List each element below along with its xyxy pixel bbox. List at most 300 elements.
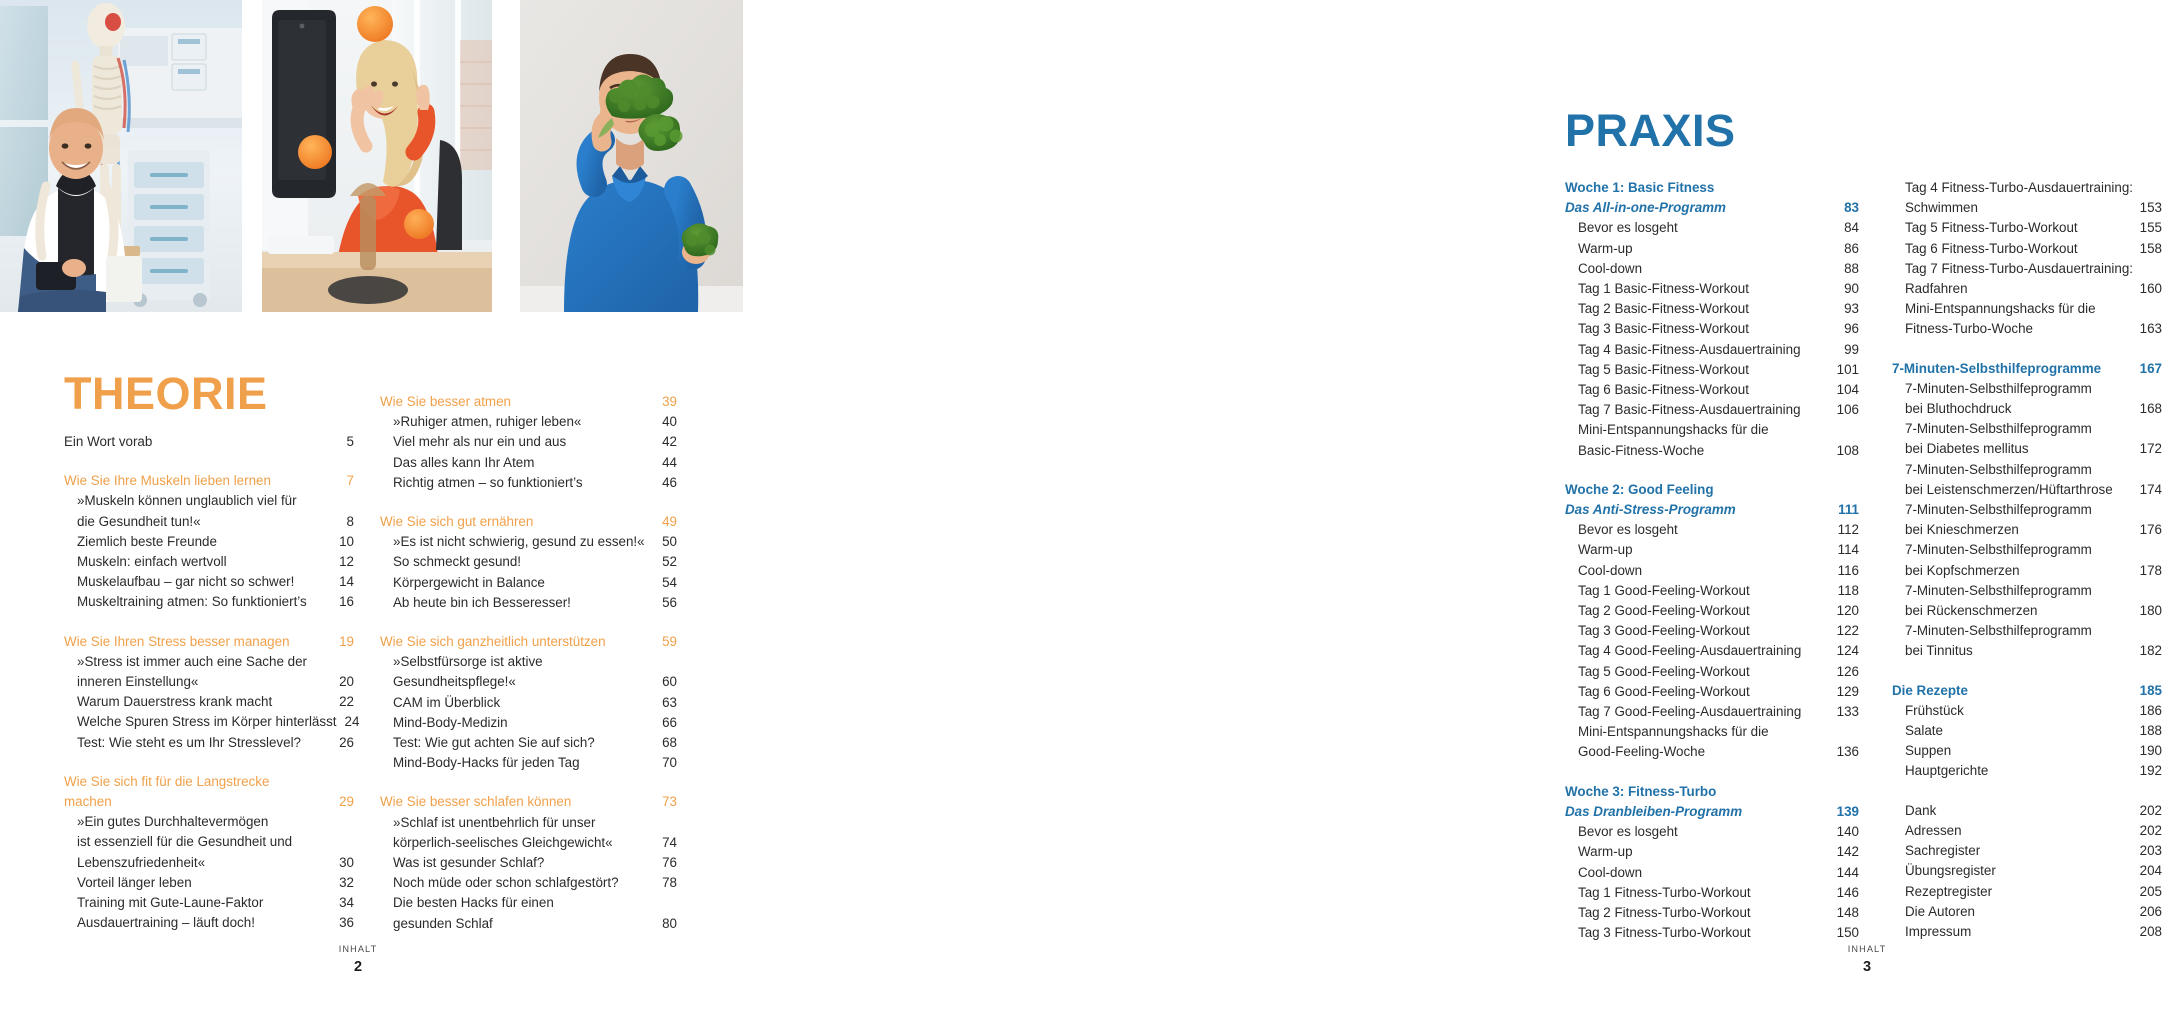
toc-entry[interactable] bbox=[1892, 841, 2162, 861]
toc-entry[interactable] bbox=[64, 853, 354, 873]
toc-entry-page-number: 180 bbox=[2139, 603, 2162, 619]
toc-entry-label: Wie Sie besser atmen bbox=[380, 394, 511, 409]
toc-entry[interactable] bbox=[380, 573, 677, 593]
toc-entry[interactable] bbox=[1892, 198, 2162, 218]
toc-entry[interactable] bbox=[380, 593, 677, 613]
toc-entry[interactable] bbox=[64, 491, 354, 511]
toc-entry-page-number: 174 bbox=[2139, 481, 2162, 497]
toc-entry-page-number: 172 bbox=[2139, 441, 2162, 457]
toc-entry-page-number: 163 bbox=[2139, 321, 2162, 337]
toc-entry[interactable] bbox=[1565, 400, 1859, 420]
toc-entry-page-number: 7 bbox=[346, 473, 354, 489]
toc-entry-label: Viel mehr als nur ein und aus bbox=[393, 434, 567, 450]
toc-entry[interactable] bbox=[1565, 500, 1859, 520]
toc-entry[interactable] bbox=[1892, 561, 2162, 581]
toc-entry-page-number: 129 bbox=[1836, 683, 1859, 699]
toc-entry[interactable] bbox=[64, 772, 354, 792]
toc-entry[interactable] bbox=[64, 512, 354, 532]
toc-entry-page-number: 96 bbox=[1844, 321, 1859, 337]
toc-entry[interactable] bbox=[1565, 480, 1859, 500]
toc-entry-label: »Es ist nicht schwierig, gesund zu essen!« bbox=[393, 534, 645, 550]
toc-entry[interactable] bbox=[380, 432, 677, 452]
toc-entry-label: Frühstück bbox=[1905, 702, 1964, 718]
toc-entry-label: Warm-up bbox=[1578, 542, 1633, 558]
toc-entry[interactable] bbox=[1565, 279, 1859, 299]
toc-entry-label: Cool-down bbox=[1578, 864, 1643, 880]
toc-entry-page-number: 144 bbox=[1836, 864, 1859, 880]
toc-entry[interactable] bbox=[380, 672, 677, 692]
toc-entry-page-number: 36 bbox=[339, 915, 354, 931]
toc-entry[interactable] bbox=[64, 812, 354, 832]
toc-entry-label: Schwimmen bbox=[1905, 200, 1978, 216]
toc-entry-page-number: 39 bbox=[662, 394, 677, 409]
toc-entry-label: Bevor es losgeht bbox=[1578, 522, 1678, 538]
toc-entry-label: Tag 4 Good-Feeling-Ausdauertraining bbox=[1578, 643, 1802, 659]
toc-entry-label: bei Bluthochdruck bbox=[1905, 401, 2012, 417]
toc-entry-label: Hauptgerichte bbox=[1905, 763, 1989, 779]
toc-entry-label: Warm-up bbox=[1578, 844, 1633, 860]
footer-page-number: 2 bbox=[353, 959, 363, 975]
toc-entry[interactable] bbox=[1565, 259, 1859, 279]
toc-entry[interactable] bbox=[64, 532, 354, 552]
toc-entry[interactable] bbox=[1565, 802, 1859, 822]
toc-entry-label: bei Diabetes mellitus bbox=[1905, 441, 2029, 457]
toc-entry-page-number: 190 bbox=[2139, 743, 2162, 759]
toc-entry[interactable] bbox=[1892, 601, 2162, 621]
toc-entry-page-number: 112 bbox=[1837, 522, 1859, 538]
toc-entry[interactable] bbox=[1892, 801, 2162, 821]
toc-entry-page-number: 68 bbox=[662, 735, 677, 751]
toc-entry-label: bei Knieschmerzen bbox=[1905, 522, 2019, 538]
toc-entry[interactable] bbox=[1565, 380, 1859, 400]
toc-entry[interactable] bbox=[1892, 721, 2162, 741]
toc-entry-label: Tag 5 Fitness-Turbo-Workout bbox=[1905, 220, 2078, 236]
toc-entry-page-number: 101 bbox=[1836, 361, 1859, 377]
toc-entry[interactable] bbox=[64, 712, 360, 732]
toc-entry[interactable] bbox=[1565, 682, 1859, 702]
toc-entry[interactable] bbox=[1892, 902, 2162, 922]
toc-entry[interactable] bbox=[64, 832, 354, 852]
toc-entry[interactable] bbox=[1565, 239, 1859, 259]
toc-entry-label: Mini-Entspannungshacks für die bbox=[1578, 724, 1769, 740]
toc-entry-page-number: 203 bbox=[2139, 843, 2162, 859]
toc-entry-page-number: 142 bbox=[1836, 844, 1859, 860]
toc-entry-label: Wie Sie sich gut ernähren bbox=[380, 514, 534, 530]
toc-entry-label: Tag 1 Basic-Fitness-Workout bbox=[1578, 281, 1749, 297]
toc-entry-label: bei Leistenschmerzen/Hüftarthrose bbox=[1905, 481, 2113, 497]
toc-entry[interactable] bbox=[1892, 621, 2162, 641]
toc-entry-label: 7-Minuten-Selbsthilfeprogramm bbox=[1905, 542, 2092, 558]
toc-entry-label: Muskelaufbau – gar nicht so schwer! bbox=[77, 574, 295, 590]
toc-entry[interactable] bbox=[1565, 923, 1859, 943]
toc-entry-page-number: 176 bbox=[2139, 522, 2162, 538]
toc-entry-label: Tag 3 Good-Feeling-Workout bbox=[1578, 623, 1750, 639]
toc-entry[interactable] bbox=[1565, 360, 1859, 380]
toc-entry[interactable] bbox=[1892, 681, 2162, 701]
toc-entry[interactable] bbox=[380, 873, 677, 893]
toc-entry-label: Tag 6 Fitness-Turbo-Workout bbox=[1905, 240, 2078, 256]
toc-entry-label: »Selbstfürsorge ist aktive bbox=[393, 654, 543, 670]
toc-entry[interactable] bbox=[1892, 581, 2162, 601]
toc-entry[interactable] bbox=[1892, 178, 2162, 198]
toc-entry-label: Dank bbox=[1905, 802, 1937, 818]
toc-entry-page-number: 146 bbox=[1836, 884, 1859, 900]
toc-entry[interactable] bbox=[1565, 520, 1859, 540]
toc-entry[interactable] bbox=[1565, 198, 1859, 218]
toc-entry-label: Ein Wort vorab bbox=[64, 434, 153, 449]
toc-entry[interactable] bbox=[1565, 662, 1859, 682]
toc-entry[interactable] bbox=[64, 672, 354, 692]
toc-entry[interactable] bbox=[380, 713, 677, 733]
toc-entry-page-number: 155 bbox=[2139, 220, 2162, 236]
toc-entry[interactable] bbox=[1892, 922, 2162, 942]
toc-entry-label: Bevor es losgeht bbox=[1578, 824, 1678, 840]
toc-entry-label: CAM im Überblick bbox=[393, 694, 501, 710]
toc-entry-label: Das Dranbleiben-Programm bbox=[1565, 803, 1743, 819]
toc-entry-label: 7-Minuten-Selbsthilfeprogramm bbox=[1905, 623, 2092, 639]
toc-entry-label: Sachregister bbox=[1905, 843, 1981, 859]
toc-entry[interactable] bbox=[64, 733, 354, 753]
toc-entry-page-number: 26 bbox=[339, 734, 354, 750]
toc-entry-label: Wie Sie Ihren Stress besser managen bbox=[64, 633, 290, 649]
toc-entry-label: Adressen bbox=[1905, 822, 1962, 838]
toc-entry[interactable] bbox=[380, 532, 677, 552]
toc-entry-page-number: 83 bbox=[1844, 200, 1859, 216]
toc-entry-page-number: 160 bbox=[2139, 281, 2162, 297]
toc-entry[interactable] bbox=[1565, 782, 1859, 802]
toc-entry-label: körperlich-seelisches Gleichgewicht« bbox=[393, 834, 613, 850]
toc-entry[interactable] bbox=[1565, 822, 1859, 842]
toc-entry-label: Tag 6 Good-Feeling-Workout bbox=[1578, 683, 1750, 699]
toc-entry[interactable] bbox=[64, 572, 354, 592]
toc-entry-page-number: 34 bbox=[339, 895, 354, 911]
toc-entry[interactable] bbox=[64, 432, 354, 452]
toc-column-theorie-1 bbox=[64, 432, 360, 933]
toc-entry[interactable] bbox=[1565, 742, 1859, 762]
toc-entry-page-number: 88 bbox=[1844, 260, 1859, 276]
toc-entry-page-number: 148 bbox=[1836, 904, 1859, 920]
toc-entry[interactable] bbox=[1565, 641, 1859, 661]
toc-entry-page-number: 56 bbox=[662, 594, 677, 610]
toc-entry-label: Tag 1 Fitness-Turbo-Workout bbox=[1578, 884, 1751, 900]
toc-entry-page-number: 188 bbox=[2139, 723, 2162, 739]
toc-entry[interactable] bbox=[64, 913, 354, 933]
toc-entry[interactable] bbox=[1892, 439, 2162, 459]
toc-entry-label: 7-Minuten-Selbsthilfeprogramm bbox=[1905, 582, 2092, 598]
toc-entry-page-number: 168 bbox=[2139, 401, 2162, 417]
toc-entry-label: Wie Sie sich ganzheitlich unterstützen bbox=[380, 634, 606, 650]
toc-entry-label: Mind-Body-Medizin bbox=[393, 714, 508, 730]
toc-entry-label: Tag 3 Fitness-Turbo-Workout bbox=[1578, 925, 1751, 941]
toc-column-praxis-1 bbox=[1565, 178, 1859, 943]
toc-entry[interactable] bbox=[1565, 299, 1859, 319]
toc-entry[interactable] bbox=[1892, 701, 2162, 721]
toc-entry[interactable] bbox=[1565, 903, 1859, 923]
toc-entry-page-number: 60 bbox=[662, 674, 677, 690]
toc-entry[interactable] bbox=[1892, 319, 2162, 339]
toc-entry-page-number: 40 bbox=[662, 414, 677, 430]
toc-entry[interactable] bbox=[1892, 218, 2162, 238]
toc-entry-page-number: 42 bbox=[662, 434, 677, 450]
toc-entry[interactable] bbox=[1565, 218, 1859, 238]
toc-entry[interactable] bbox=[64, 632, 354, 652]
toc-entry-page-number: 150 bbox=[1836, 925, 1859, 941]
toc-entry-page-number: 126 bbox=[1836, 663, 1859, 679]
page-title-praxis: PRAXIS bbox=[1565, 105, 1736, 156]
toc-entry-page-number: 204 bbox=[2139, 863, 2162, 879]
toc-entry-label: Richtig atmen – so funktioniert’s bbox=[393, 474, 583, 490]
toc-entry-label: Test: Wie gut achten Sie auf sich? bbox=[393, 735, 595, 751]
toc-entry[interactable] bbox=[1892, 299, 2162, 319]
toc-entry[interactable] bbox=[1892, 882, 2162, 902]
toc-entry-page-number: 118 bbox=[1837, 582, 1859, 598]
toc-entry[interactable] bbox=[380, 792, 677, 812]
toc-entry-page-number: 104 bbox=[1836, 382, 1859, 398]
toc-entry-page-number: 202 bbox=[2139, 802, 2162, 818]
toc-entry[interactable] bbox=[1565, 561, 1859, 581]
toc-entry-page-number: 136 bbox=[1836, 744, 1859, 760]
toc-entry-label: 7-Minuten-Selbsthilfeprogramm bbox=[1905, 421, 2092, 437]
toc-entry[interactable] bbox=[380, 632, 677, 652]
toc-entry-page-number: 70 bbox=[662, 755, 677, 771]
toc-entry[interactable] bbox=[380, 753, 677, 773]
toc-entry[interactable] bbox=[1892, 239, 2162, 259]
toc-entry[interactable] bbox=[64, 652, 354, 672]
toc-entry-label: 7-Minuten-Selbsthilfeprogramme bbox=[1892, 360, 2102, 376]
toc-entry-page-number: 86 bbox=[1844, 240, 1859, 256]
toc-entry-label: gesunden Schlaf bbox=[393, 915, 493, 931]
toc-entry[interactable] bbox=[1565, 540, 1859, 560]
toc-entry-label: Warum Dauerstress krank macht bbox=[77, 694, 273, 710]
toc-entry[interactable] bbox=[380, 473, 677, 493]
toc-entry-page-number: 116 bbox=[1837, 562, 1859, 578]
toc-entry[interactable] bbox=[1565, 441, 1859, 461]
toc-entry-page-number: 111 bbox=[1838, 502, 1859, 518]
toc-entry-page-number: 122 bbox=[1836, 623, 1859, 639]
toc-entry-label: Körpergewicht in Balance bbox=[393, 574, 545, 590]
toc-entry[interactable] bbox=[1892, 480, 2162, 500]
toc-entry-label: »Ruhiger atmen, ruhiger leben« bbox=[393, 414, 582, 430]
toc-entry[interactable] bbox=[1565, 340, 1859, 360]
toc-entry[interactable] bbox=[380, 813, 677, 833]
footer-label: INHALT bbox=[338, 944, 378, 954]
toc-entry[interactable] bbox=[1892, 359, 2162, 379]
toc-entry-page-number: 54 bbox=[662, 574, 677, 590]
toc-entry-label: bei Tinnitus bbox=[1905, 643, 1973, 659]
toc-entry-page-number: 108 bbox=[1836, 442, 1859, 458]
toc-entry[interactable] bbox=[64, 692, 354, 712]
toc-entry[interactable] bbox=[380, 893, 677, 913]
toc-entry[interactable] bbox=[1892, 460, 2162, 480]
toc-entry-page-number: 90 bbox=[1844, 281, 1859, 297]
toc-entry-label: Wie Sie sich fit für die Langstrecke bbox=[64, 773, 270, 789]
toc-entry-label: Tag 7 Good-Feeling-Ausdauertraining bbox=[1578, 704, 1802, 720]
toc-entry-label: Die Autoren bbox=[1905, 903, 1975, 919]
toc-entry-page-number: 16 bbox=[339, 594, 354, 610]
toc-entry-label: Ziemlich beste Freunde bbox=[77, 533, 217, 549]
toc-entry[interactable] bbox=[1892, 279, 2162, 299]
toc-entry[interactable] bbox=[1565, 178, 1859, 198]
footer-page-number: 3 bbox=[1862, 959, 1872, 975]
toc-entry[interactable] bbox=[1892, 520, 2162, 540]
toc-column-praxis-2 bbox=[1892, 178, 2162, 942]
toc-entry[interactable] bbox=[1892, 821, 2162, 841]
toc-entry-label: Lebenszufriedenheit« bbox=[77, 854, 206, 870]
toc-entry[interactable] bbox=[380, 512, 677, 532]
toc-entry[interactable] bbox=[1565, 702, 1859, 722]
toc-entry[interactable] bbox=[1892, 761, 2162, 781]
toc-entry-label: Woche 2: Good Feeling bbox=[1565, 481, 1714, 497]
toc-entry[interactable] bbox=[1892, 500, 2162, 520]
toc-entry[interactable] bbox=[380, 733, 677, 753]
toc-entry-page-number: 73 bbox=[662, 794, 677, 810]
toc-entry[interactable] bbox=[1892, 540, 2162, 560]
toc-entry-label: Noch müde oder schon schlafgestört? bbox=[393, 875, 619, 891]
toc-entry-label: ist essenziell für die Gesundheit und bbox=[77, 834, 293, 850]
toc-entry-label: Wie Sie Ihre Muskeln lieben lernen bbox=[64, 473, 271, 489]
toc-entry-page-number: 46 bbox=[662, 474, 677, 490]
toc-entry[interactable] bbox=[1565, 420, 1859, 440]
toc-entry-label: Tag 4 Basic-Fitness-Ausdauertraining bbox=[1578, 341, 1801, 357]
toc-entry-page-number: 20 bbox=[339, 674, 354, 690]
toc-entry-label: 7-Minuten-Selbsthilfeprogramm bbox=[1905, 502, 2092, 518]
toc-entry-label: 7-Minuten-Selbsthilfeprogramm bbox=[1905, 380, 2092, 396]
toc-entry-label: Bevor es losgeht bbox=[1578, 220, 1678, 236]
toc-entry[interactable] bbox=[1565, 842, 1859, 862]
toc-entry-label: machen bbox=[64, 794, 112, 810]
toc-entry-page-number: 49 bbox=[662, 514, 677, 530]
toc-entry-page-number: 186 bbox=[2139, 702, 2162, 718]
toc-entry-page-number: 182 bbox=[2139, 643, 2162, 659]
toc-entry[interactable] bbox=[1892, 259, 2162, 279]
toc-entry[interactable] bbox=[380, 693, 677, 713]
toc-entry[interactable] bbox=[380, 914, 677, 934]
toc-entry[interactable] bbox=[64, 893, 354, 913]
toc-entry[interactable] bbox=[380, 453, 677, 473]
toc-entry-label: Tag 6 Basic-Fitness-Workout bbox=[1578, 382, 1749, 398]
toc-entry-label: Tag 7 Basic-Fitness-Ausdauertraining bbox=[1578, 402, 1801, 418]
toc-entry-page-number: 205 bbox=[2139, 883, 2162, 899]
toc-entry[interactable] bbox=[1565, 722, 1859, 742]
toc-entry[interactable] bbox=[380, 833, 677, 853]
toc-entry-page-number: 120 bbox=[1836, 603, 1859, 619]
toc-entry[interactable] bbox=[1892, 399, 2162, 419]
toc-entry-page-number: 84 bbox=[1844, 220, 1859, 236]
toc-entry-page-number: 19 bbox=[339, 633, 354, 649]
toc-entry[interactable] bbox=[1565, 863, 1859, 883]
toc-entry-label: Mind-Body-Hacks für jeden Tag bbox=[393, 755, 580, 771]
toc-entry-label: Tag 2 Basic-Fitness-Workout bbox=[1578, 301, 1749, 317]
toc-entry-page-number: 32 bbox=[339, 874, 354, 890]
footer-label: INHALT bbox=[1847, 944, 1887, 954]
toc-entry[interactable] bbox=[64, 792, 354, 812]
toc-entry-label: Tag 5 Basic-Fitness-Workout bbox=[1578, 361, 1749, 377]
toc-entry-label: Mini-Entspannungshacks für die bbox=[1905, 301, 2096, 317]
toc-entry-page-number: 106 bbox=[1836, 402, 1859, 418]
toc-entry[interactable] bbox=[64, 592, 354, 612]
toc-entry-label: Das All-in-one-Programm bbox=[1565, 200, 1726, 216]
toc-entry-label: Warm-up bbox=[1578, 240, 1633, 256]
toc-entry-page-number: 24 bbox=[344, 714, 360, 730]
page-footer-right bbox=[1807, 944, 1927, 975]
toc-entry-label: »Muskeln können unglaublich viel für bbox=[77, 493, 297, 509]
toc-entry[interactable] bbox=[1565, 601, 1859, 621]
toc-entry[interactable] bbox=[1892, 861, 2162, 881]
toc-entry-label: Tag 1 Good-Feeling-Workout bbox=[1578, 582, 1750, 598]
toc-entry-label: Wie Sie besser schlafen können bbox=[380, 794, 572, 810]
toc-entry-label: So schmeckt gesund! bbox=[393, 554, 522, 570]
toc-column-theorie-2 bbox=[380, 392, 677, 934]
toc-entry-page-number: 74 bbox=[662, 834, 677, 850]
toc-entry-page-number: 14 bbox=[339, 574, 354, 590]
left-page bbox=[0, 0, 722, 1011]
toc-entry-label: Tag 2 Fitness-Turbo-Workout bbox=[1578, 904, 1751, 920]
toc-entry-label: Ab heute bin ich Besseresser! bbox=[393, 594, 571, 610]
toc-entry[interactable] bbox=[64, 471, 354, 491]
toc-entry[interactable] bbox=[1892, 641, 2162, 661]
toc-entry-page-number: 5 bbox=[346, 434, 354, 449]
toc-entry[interactable] bbox=[1892, 419, 2162, 439]
toc-entry[interactable] bbox=[380, 552, 677, 572]
toc-entry-label: Das alles kann Ihr Atem bbox=[393, 454, 535, 470]
toc-entry-label: »Schlaf ist unentbehrlich für unser bbox=[393, 814, 596, 830]
toc-entry-label: Woche 1: Basic Fitness bbox=[1565, 180, 1715, 195]
toc-entry-page-number: 8 bbox=[346, 513, 354, 529]
toc-entry[interactable] bbox=[64, 552, 354, 572]
toc-entry[interactable] bbox=[1565, 883, 1859, 903]
toc-entry-label: Fitness-Turbo-Woche bbox=[1905, 321, 2033, 337]
toc-entry-page-number: 30 bbox=[339, 854, 354, 870]
toc-entry[interactable] bbox=[1892, 379, 2162, 399]
toc-entry-page-number: 22 bbox=[339, 694, 354, 710]
toc-entry-label: Tag 7 Fitness-Turbo-Ausdauertraining: bbox=[1905, 260, 2133, 276]
toc-entry-label: Cool-down bbox=[1578, 562, 1643, 578]
toc-entry[interactable] bbox=[1892, 741, 2162, 761]
toc-entry-page-number: 29 bbox=[339, 794, 354, 810]
toc-entry-label: Was ist gesunder Schlaf? bbox=[393, 855, 545, 871]
toc-entry-label: Tag 3 Basic-Fitness-Workout bbox=[1578, 321, 1749, 337]
toc-entry-page-number: 192 bbox=[2139, 763, 2162, 779]
toc-entry-page-number: 99 bbox=[1844, 341, 1859, 357]
toc-entry-label: inneren Einstellung« bbox=[77, 674, 199, 690]
toc-entry[interactable] bbox=[380, 853, 677, 873]
toc-entry-label: Vorteil länger leben bbox=[77, 874, 192, 890]
toc-entry-label: die Gesundheit tun!« bbox=[77, 513, 201, 529]
toc-entry-page-number: 59 bbox=[662, 634, 677, 650]
toc-entry-page-number: 93 bbox=[1844, 301, 1859, 317]
toc-entry-label: Good-Feeling-Woche bbox=[1578, 744, 1706, 760]
toc-entry[interactable] bbox=[1565, 581, 1859, 601]
toc-entry-page-number: 140 bbox=[1836, 824, 1859, 840]
toc-entry-page-number: 139 bbox=[1836, 803, 1859, 819]
toc-entry-page-number: 66 bbox=[662, 714, 677, 730]
toc-entry-page-number: 202 bbox=[2139, 822, 2162, 838]
toc-entry-label: Gesundheitspflege!« bbox=[393, 674, 516, 690]
toc-entry-page-number: 167 bbox=[2139, 360, 2162, 376]
toc-entry[interactable] bbox=[1565, 319, 1859, 339]
toc-entry-page-number: 153 bbox=[2139, 200, 2162, 216]
toc-entry[interactable] bbox=[1565, 621, 1859, 641]
toc-entry-label: 7-Minuten-Selbsthilfeprogramm bbox=[1905, 461, 2092, 477]
page-title-theorie: THEORIE bbox=[64, 368, 268, 419]
toc-entry[interactable] bbox=[380, 652, 677, 672]
toc-entry[interactable] bbox=[380, 392, 677, 412]
toc-entry-page-number: 133 bbox=[1836, 704, 1859, 720]
toc-entry-label: Training mit Gute-Laune-Faktor bbox=[77, 895, 264, 911]
toc-entry[interactable] bbox=[64, 873, 354, 893]
toc-entry-label: Cool-down bbox=[1578, 260, 1643, 276]
toc-entry[interactable] bbox=[380, 412, 677, 432]
